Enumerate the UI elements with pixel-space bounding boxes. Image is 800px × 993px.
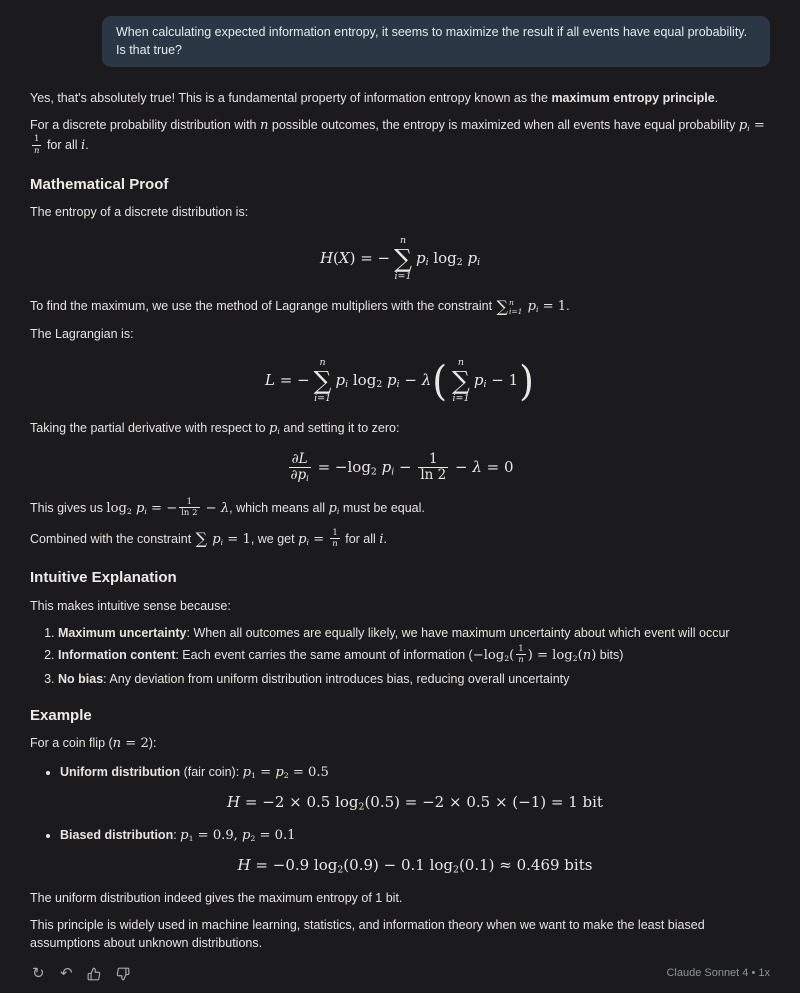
thumbs-up-button[interactable] — [85, 965, 103, 983]
math-segment: 1 — [34, 134, 40, 145]
math-segment: X — [338, 249, 350, 268]
paragraph — [30, 597, 770, 615]
math-segment: ) — [519, 356, 534, 405]
math-segment: = — [255, 765, 276, 781]
paragraph — [30, 116, 770, 157]
math-segment: ln 2 — [420, 467, 447, 484]
math-segment: = 2 — [121, 736, 149, 752]
text-segment: For a coin flip ( — [30, 736, 113, 751]
text-segment: for all — [341, 531, 380, 546]
text-segment: Yes, that's absolutely true! This is a fundamental property of information entropy known as the — [30, 91, 552, 105]
math-segment: n — [112, 736, 122, 752]
math-segment: 2 — [504, 654, 510, 664]
math-segment: 1 — [518, 644, 524, 654]
math-segment: 1 — [332, 527, 338, 538]
math-segment — [32, 134, 41, 156]
user-message-bubble: When calculating expected information entropy, it seems to maximize the result if all events have equal probability. Is that true? — [102, 16, 770, 67]
math-segment: − — [201, 501, 221, 517]
math-segment: p — [180, 828, 189, 844]
math-segment: i — [396, 379, 400, 391]
math-segment: −log — [472, 648, 505, 664]
math-segment: ln 2 — [181, 508, 198, 519]
math-segment: i — [144, 506, 147, 516]
math-segment: 2 — [456, 257, 463, 269]
text-segment: maximum entropy principle — [551, 91, 715, 105]
text-segment: , which means all — [229, 501, 329, 516]
thumbs-down-icon — [116, 967, 130, 981]
math-segment: n — [332, 538, 338, 549]
math-segment: p — [242, 828, 251, 844]
text-segment: Combined with the constraint — [30, 531, 195, 546]
math-segment: = − — [274, 370, 310, 389]
section-heading: Mathematical Proof — [30, 175, 169, 193]
text-segment: : When all outcomes are equally likely, we have maximum uncertainty about which event will occur — [186, 625, 730, 640]
paragraph — [30, 529, 770, 551]
retry-icon: ↻ — [32, 964, 45, 983]
math-segment: 2 — [370, 466, 377, 478]
message-footer — [30, 964, 770, 983]
math-segment: (0.9) − 0.1 log — [343, 856, 454, 875]
redo-button[interactable] — [58, 964, 75, 983]
math-segment: i — [336, 506, 340, 516]
math-segment: − — [450, 457, 473, 476]
math-segment — [516, 644, 525, 666]
math-segment: H — [319, 249, 334, 268]
math-segment: 2 — [453, 864, 459, 876]
math-segment: 2 — [126, 506, 132, 516]
text-segment: for all — [43, 138, 81, 153]
math-segment: = — [749, 118, 765, 134]
math-segment: i — [425, 257, 429, 269]
math-segment: λ — [220, 501, 230, 517]
model-label: Claude Sonnet 4 • 1x — [666, 966, 770, 979]
redo-icon: ↷ — [59, 964, 73, 983]
math-segment: = 0.5 — [288, 765, 329, 781]
text-segment: The entropy of a discrete distribution is: — [30, 205, 249, 220]
math-segment: ( — [333, 249, 339, 268]
math-segment: log — [106, 501, 127, 517]
math-segment: n — [259, 118, 269, 134]
list-item — [60, 826, 770, 877]
text-segment: and setting it to zero: — [279, 420, 400, 435]
text-segment: (fair coin): — [180, 765, 243, 780]
math-segment: p — [242, 765, 252, 781]
text-segment: The uniform distribution indeed gives the maximum entropy of 1 bit. — [30, 890, 403, 905]
math-segment: ∑ — [195, 529, 208, 549]
math-segment: i — [477, 257, 481, 269]
text-segment: possible outcomes, the entropy is maximized when all events have equal probability — [268, 118, 739, 133]
math-segment: 2 — [572, 654, 578, 664]
retry-button[interactable] — [30, 964, 47, 983]
math-segment: i — [345, 379, 349, 391]
math-segment: p — [328, 501, 337, 517]
text-segment: Taking the partial derivative with respect to — [30, 420, 270, 435]
math-segment: i — [747, 124, 750, 134]
math-segment: p — [376, 457, 392, 476]
math-segment: ) = log — [527, 648, 573, 664]
math-segment: ( — [509, 648, 515, 664]
text-segment: Biased distribution — [60, 828, 174, 843]
math-segment: 2 — [376, 379, 383, 391]
math-segment: ( — [577, 648, 583, 664]
message-actions — [30, 964, 132, 983]
text-segment: , we get — [250, 531, 299, 546]
math-segment: (0.1) ≈ 0.469 bits — [458, 856, 593, 875]
math-segment: n ∑ i=1 — [394, 235, 412, 283]
text-segment: . — [383, 531, 387, 546]
math-segment: H — [227, 793, 241, 812]
math-formula — [30, 357, 770, 405]
math-segment: = 1 — [223, 531, 251, 547]
math-formula — [60, 792, 770, 814]
math-segment: 2 — [283, 771, 289, 781]
math-segment: 2 — [358, 801, 365, 813]
math-segment: = — [308, 531, 329, 547]
math-segment: = 0.1 — [255, 828, 296, 844]
text-segment: must be equal. — [339, 501, 425, 516]
section-heading: Example — [30, 706, 92, 724]
text-segment: bits) — [596, 648, 624, 663]
math-segment: 1 — [251, 771, 256, 781]
math-segment: p — [382, 370, 397, 389]
math-segment: 1 — [188, 834, 194, 844]
math-segment: p — [738, 118, 748, 134]
math-segment: ∂p — [290, 467, 307, 484]
list-item — [60, 763, 770, 814]
text-segment: . — [85, 138, 89, 153]
math-segment: i — [306, 537, 309, 547]
user-message-row — [30, 16, 770, 67]
math-segment: p — [523, 298, 536, 314]
math-segment: p — [473, 370, 484, 389]
numbered-list — [30, 624, 770, 688]
math-segment: H — [237, 856, 251, 875]
math-segment: i — [483, 379, 487, 391]
math-segment: n ∑ i=1 — [452, 357, 470, 404]
list-item — [58, 670, 770, 688]
paragraph — [30, 325, 770, 343]
math-segment: p — [415, 249, 426, 268]
math-segment: i — [391, 466, 395, 478]
paragraph — [30, 203, 770, 221]
text-segment: This principle is widely used in machine learning, statistics, and information theory when we want to make the least biased assumptions about unknown distributions. — [30, 918, 705, 951]
math-segment: i — [220, 537, 224, 547]
text-segment: : Any deviation from uniform distribution introduces bias, reducing overall uncertainty — [103, 671, 570, 686]
text-segment: Maximum uncertainty — [58, 625, 187, 640]
math-segment: L — [265, 370, 275, 389]
math-formula — [30, 452, 770, 484]
math-segment: − 1 — [486, 370, 519, 389]
math-segment: 2 — [250, 834, 256, 844]
math-segment — [418, 452, 448, 484]
math-segment: − — [399, 370, 422, 389]
math-segment: 1 — [428, 450, 438, 467]
math-segment: = −2 × 0.5 log — [240, 793, 359, 812]
math-segment — [289, 452, 311, 484]
paragraph — [30, 916, 770, 952]
paragraph — [30, 734, 770, 753]
math-segment: λ — [472, 457, 482, 476]
math-segment: p — [275, 765, 284, 781]
math-segment: ( — [432, 356, 448, 405]
math-segment: ∑ n i=1 — [496, 296, 523, 316]
math-segment: = − — [146, 501, 178, 517]
text-segment: . — [566, 298, 570, 313]
text-segment: For a discrete probability distribution with — [30, 118, 260, 133]
math-segment: log — [348, 370, 377, 389]
text-segment: : — [173, 828, 181, 843]
math-segment: i — [535, 304, 539, 314]
thumbs-down-button[interactable] — [114, 965, 132, 983]
math-segment: p — [208, 531, 221, 547]
list-item — [58, 645, 770, 667]
text-segment: Uniform distribution — [60, 765, 181, 780]
math-segment: n — [518, 655, 524, 666]
text-segment: The Lagrangian is: — [30, 327, 134, 341]
text-segment: Information content — [58, 648, 176, 663]
paragraph — [30, 297, 770, 316]
math-segment: = 0.9, — [193, 828, 243, 844]
math-segment: = −log — [312, 457, 371, 476]
text-segment: This makes intuitive sense because: — [30, 598, 231, 613]
math-segment: n — [34, 145, 40, 156]
bullet-list — [30, 763, 770, 877]
math-segment: i — [306, 473, 309, 484]
math-segment: ) = − — [349, 249, 391, 268]
math-formula — [30, 235, 770, 283]
thumbs-up-icon — [87, 967, 101, 981]
paragraph — [30, 89, 770, 107]
math-segment: (0.5) = −2 × 0.5 × (−1) = 1 bit — [364, 793, 603, 812]
paragraph — [30, 889, 770, 907]
math-segment: 2 — [337, 864, 344, 876]
math-segment: p — [462, 249, 478, 268]
text-segment: : Each event carries the same amount of information ( — [175, 648, 473, 663]
text-segment: ): — [148, 736, 157, 751]
math-segment: ) — [591, 648, 597, 664]
math-segment: = 1 — [538, 298, 567, 314]
math-segment: i — [81, 138, 86, 154]
text-segment: To find the maximum, we use the method of Lagrange multipliers with the constraint — [30, 298, 496, 313]
math-segment — [179, 497, 199, 519]
text-segment: . — [714, 91, 719, 105]
math-segment — [330, 528, 339, 550]
math-segment: − — [394, 457, 417, 476]
math-segment: p — [335, 370, 346, 389]
math-segment: p — [298, 531, 307, 547]
section-heading: Intuitive Explanation — [30, 569, 177, 587]
math-segment: p — [269, 420, 278, 436]
math-segment: p — [131, 501, 145, 517]
math-segment: i — [379, 531, 384, 547]
list-item — [58, 624, 770, 642]
math-segment: = −0.9 log — [250, 856, 338, 875]
paragraph — [30, 419, 770, 438]
math-segment: log — [428, 249, 457, 268]
assistant-message — [30, 89, 770, 952]
math-segment: n ∑ i=1 — [313, 357, 332, 404]
text-segment: No bias — [58, 671, 104, 686]
paragraph — [30, 498, 770, 520]
math-segment: λ — [421, 370, 432, 389]
math-segment: 1 — [186, 496, 193, 507]
text-segment: This gives us — [30, 501, 107, 516]
math-segment: i — [277, 426, 280, 436]
math-segment: n — [582, 648, 592, 664]
math-formula — [60, 855, 770, 877]
math-segment: ∂L — [291, 450, 308, 467]
math-segment: = 0 — [481, 457, 514, 476]
